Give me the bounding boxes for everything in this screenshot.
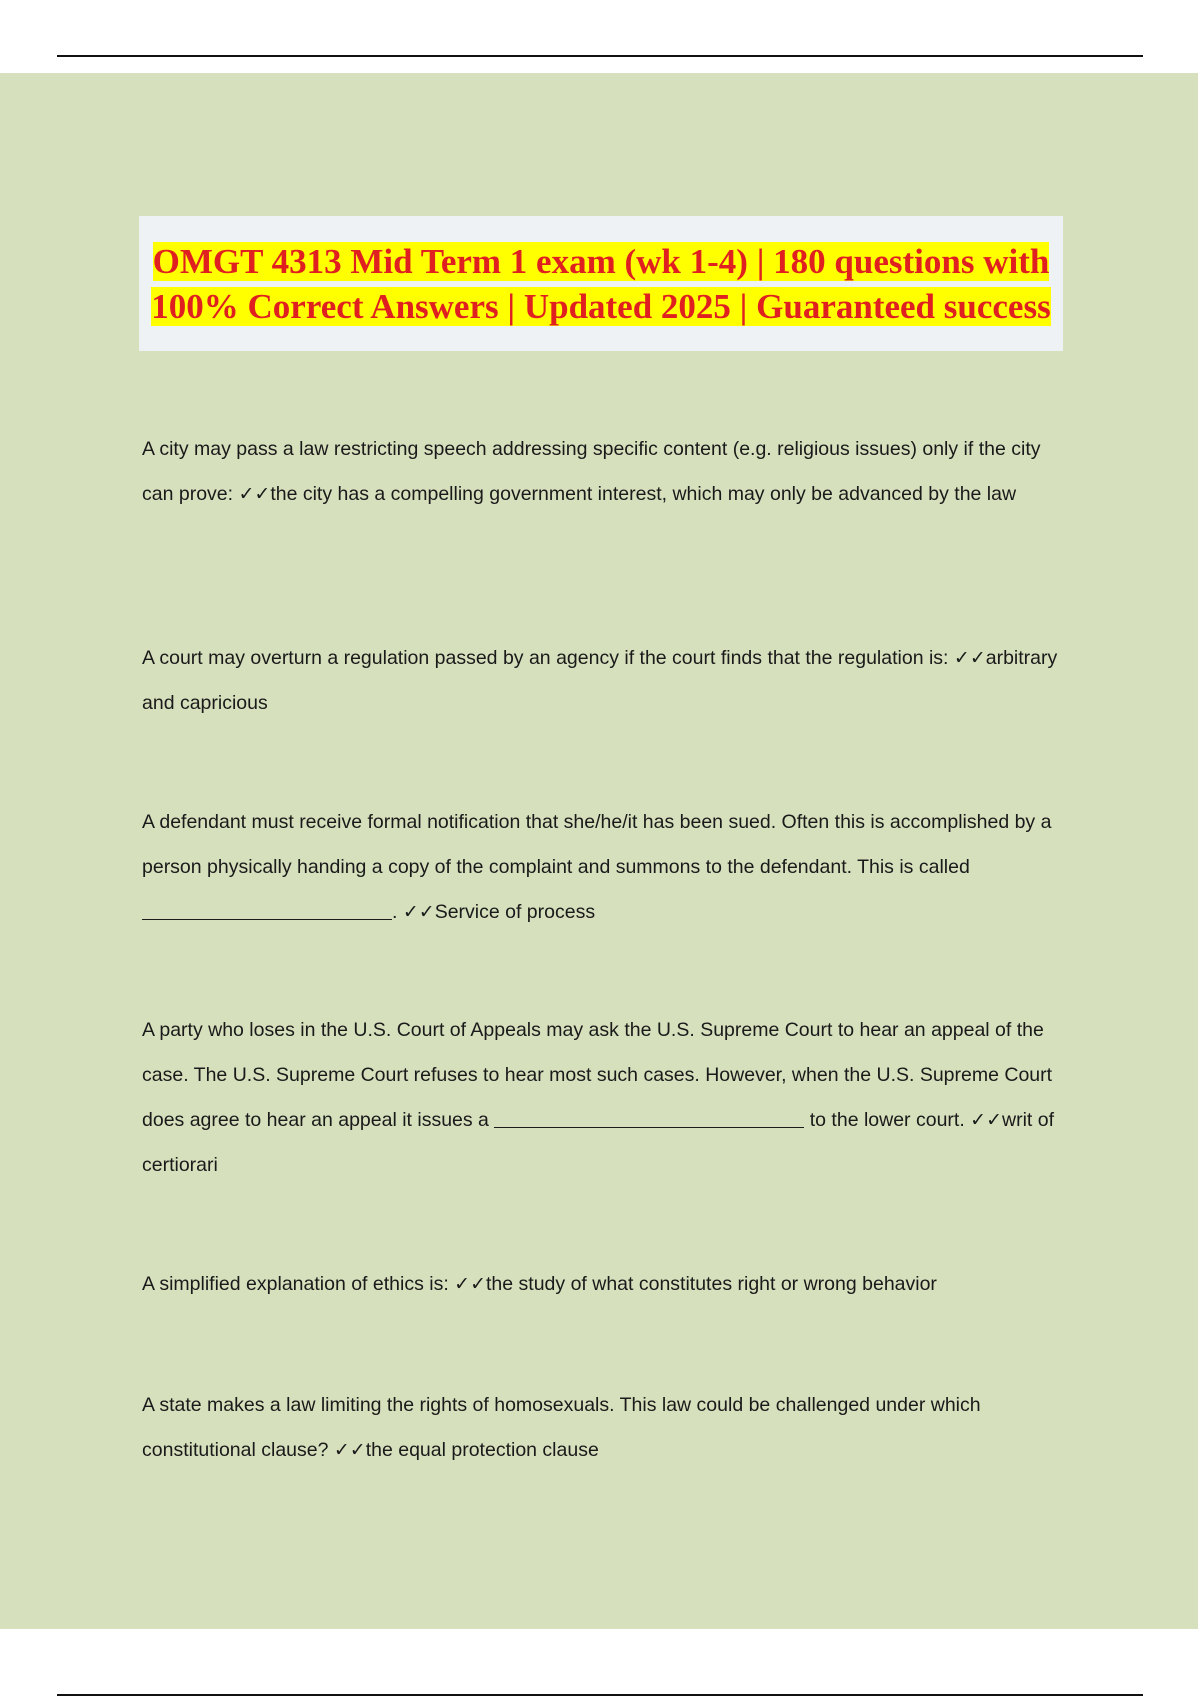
header-rule (57, 55, 1143, 57)
answer-text: Service of process (434, 901, 596, 923)
footer-rule (57, 1694, 1143, 1696)
question-text: A court may overturn a regulation passed by an agency if the court finds that the regulation is: (142, 647, 949, 669)
question-text-end: . (392, 901, 398, 923)
answer-check-icon: ✓✓ (454, 1273, 487, 1295)
answer-text: arbitrary and capricious (142, 647, 1058, 714)
answer-check-icon: ✓✓ (970, 1109, 1003, 1131)
answer-check-icon: ✓✓ (953, 647, 986, 669)
fill-in-blank (494, 1105, 804, 1128)
qa-item (142, 1008, 1072, 1188)
question-text: A city may pass a law restricting speech addressing specific content (e.g. religious issues) only if the city can prove: (142, 438, 1041, 505)
qa-item (142, 427, 1072, 517)
qa-item (142, 1383, 1072, 1473)
question-text-end: to the lower court. (809, 1109, 965, 1131)
answer-check-icon: ✓✓ (333, 1439, 366, 1461)
answer-check-icon: ✓✓ (402, 901, 435, 923)
answer-text: writ of certiorari (142, 1109, 1055, 1176)
question-text: A state makes a law limiting the rights of homosexuals. This law could be challenged under which constitutional clause? (142, 1394, 981, 1461)
document-title: OMGT 4313 Mid Term 1 exam (wk 1-4) | 180 questions with 100% Correct Answers | Updated 2025 | Guaranteed success (151, 241, 1051, 326)
qa-item (142, 1262, 1072, 1307)
question-text: A party who loses in the U.S. Court of Appeals may ask the U.S. Supreme Court to hear an appeal of the case. The U.S. Supreme Court refuses to hear most such cases. However, when the U.S. Supreme Court does agree to hear an appeal it issues a (142, 1019, 1053, 1131)
qa-item (142, 636, 1072, 726)
answer-text: the city has a compelling government interest, which may only be advanced by the law (270, 483, 1017, 505)
qa-item (142, 800, 1072, 935)
answer-check-icon: ✓✓ (238, 483, 271, 505)
question-text: A defendant must receive formal notification that she/he/it has been sued. Often this is accomplished by a person physically handing a copy of the complaint and summons to the defendant. This is called (142, 811, 1052, 878)
title-box (139, 216, 1063, 351)
answer-text: the study of what constitutes right or wrong behavior (486, 1273, 937, 1295)
content-panel (0, 73, 1198, 1629)
fill-in-blank (142, 897, 392, 920)
question-text: A simplified explanation of ethics is: (142, 1273, 449, 1295)
answer-text: the equal protection clause (365, 1439, 599, 1461)
